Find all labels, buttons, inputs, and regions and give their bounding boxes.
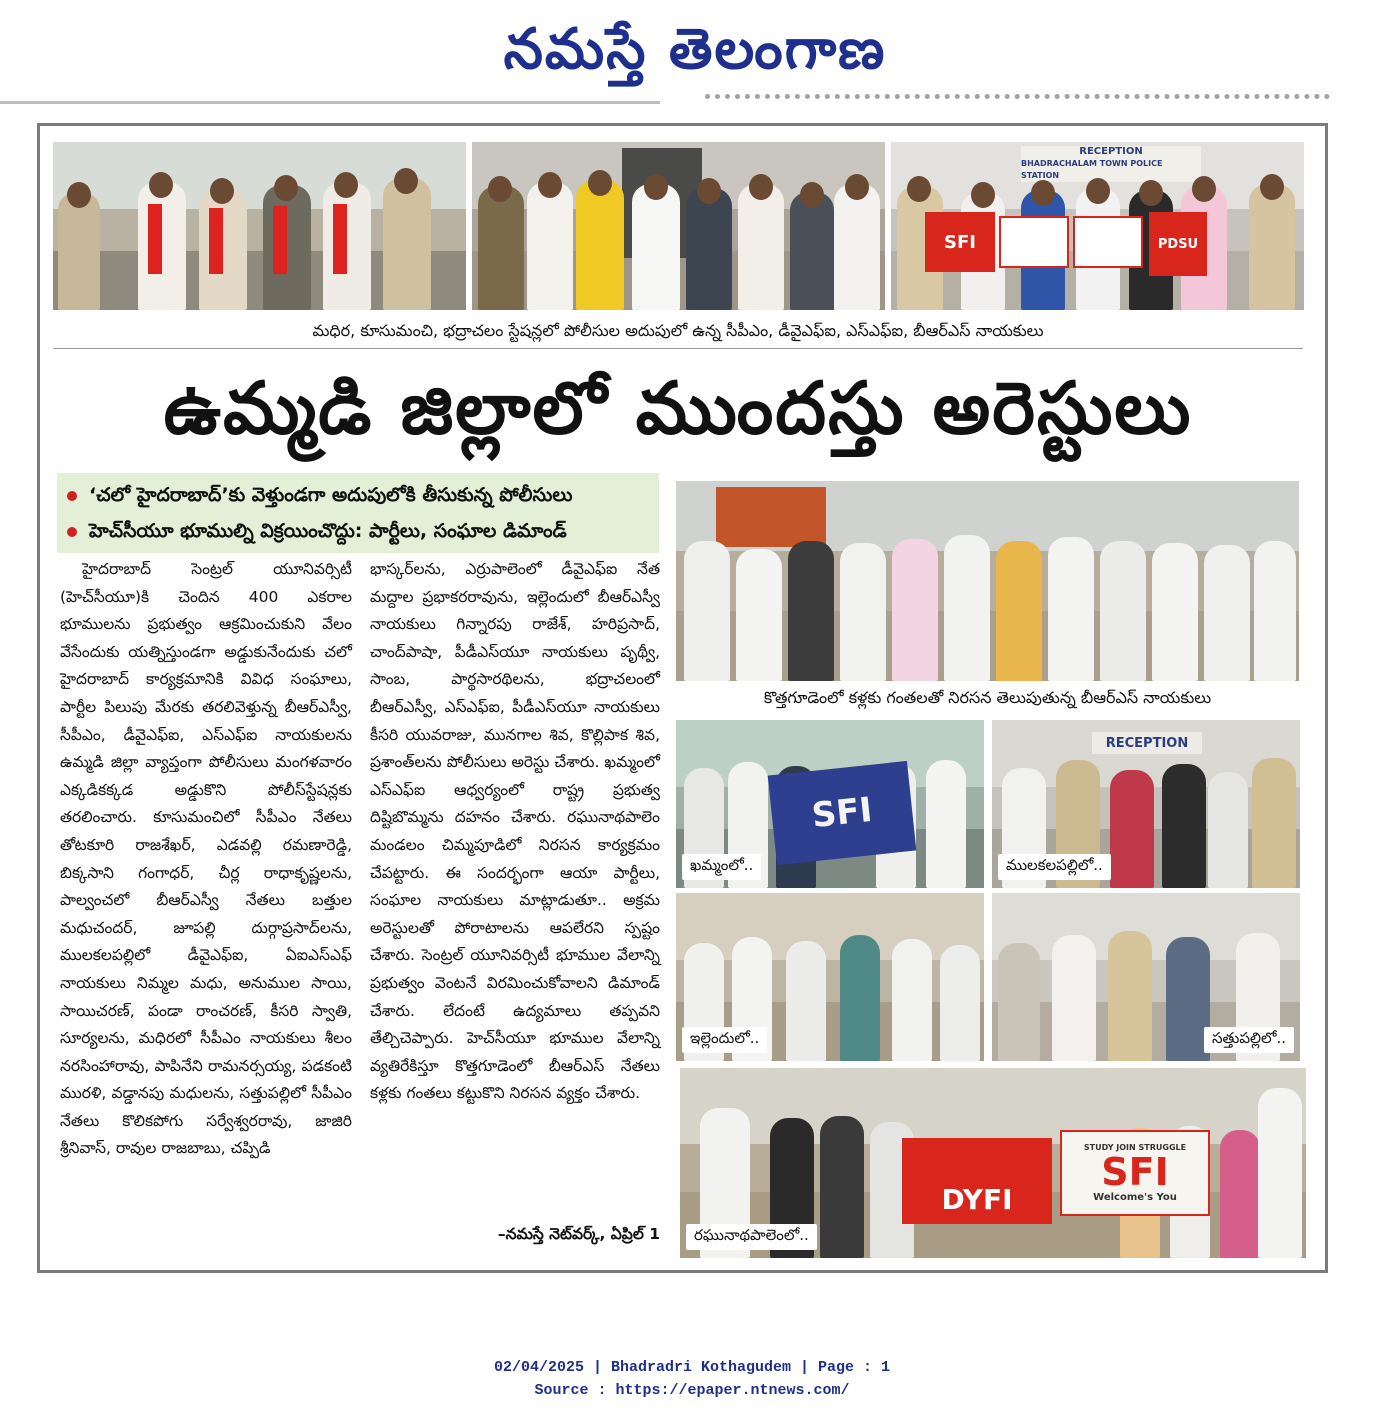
mulakalapalli-sign (1092, 732, 1202, 754)
sign-station-text: BHADRACHALAM TOWN POLICE STATION (1021, 159, 1163, 180)
khammam-caption: ఖమ్మంలో.. (682, 854, 761, 880)
bullet-box (57, 473, 659, 553)
dateline: –నమస్తే నెట్‌వర్క్, ఏప్రిల్ 1 (497, 1225, 660, 1243)
bullet-dot-icon (67, 491, 77, 501)
khammam-banner-text: SFI (809, 789, 875, 837)
sign-reception-text: RECEPTION (1079, 146, 1143, 157)
mulakalapalli-caption: ములకలపల్లిలో.. (998, 854, 1111, 880)
sfi-banner (1060, 1130, 1210, 1216)
sfi-banner-text: SFI (1101, 1150, 1169, 1194)
khammam-banner (768, 761, 917, 865)
yellandu-caption: ఇల్లెందులో.. (682, 1027, 767, 1053)
bullet-text: ‘చలో హైదరాబాద్’కు వెళ్తుండగా అదుపులోకి తీసుకున్న పోలీసులు (89, 484, 573, 506)
article-body-text: భాస్కర్‌లను, ఎర్రుపాలెంలో డీవైఎఫ్ఐ నేత మద్దాల ప్రభాకరరావును, ఇల్లెందులో బీఆర్ఎస్వీ నాయకులు గిన్నారపు రాజేశ్, హరిప్రసాద్, చాంద్‌పాషా, పీడీఎస్‌యూ నాయకులు పృథ్వీ, సాంబ, పార్థసారథిలను, భద్రాచలంలో బీఆర్ఎస్వీ, ఎస్ఎఫ్ఐ, పీడీఎస్‌యూ నాయకులు కీసరి యువరాజు, మునగాల శివ, కొల్లిపాక శివ, ప్రశాంత్‌లను పోలీసులు అరెస్టు చేశారు. ఖమ్మంలో ఎస్ఎఫ్ఐ ఆధ్వర్యంలో రాష్ట్ర ప్రభుత్వ దిష్టిబొమ్మను దహనం చేశారు. రఘునాథపాలెం మండలం చిమ్మపూడిలో నిరసన కార్యక్రమం చేపట్టారు. ఈ సందర్భంగా ఆయా పార్టీలు, సంఘాల నాయకులు మాట్లాడుతూ.. అక్రమ అరెస్టులతో పోరాటాలను ఆపలేరని స్పష్టం చేశారు. సెంట్రల్ యూనివర్సిటీ భూముల వేలాన్ని ప్రభుత్వం వెంటనే విరమించుకోవాలని డిమాండ్ చేశారు. లేదంటే ఉద్యమాలు తప్పవని తేల్చిచెప్పారు. హెచ్‌సీయూ భూముల వేలాన్ని వ్యతిరేకిస్తూ కొత్తగూడెంలో బీఆర్ఎస్ నేతలు కళ్లకు గంతలు కట్టుకొని నిరసన వ్యక్తం చేశారు. (370, 560, 660, 1103)
bullet-text: హెచ్‌సీయూ భూముల్ని విక్రయించొద్దు: పార్టీలు, సంఘాల డిమాండ్ (89, 520, 567, 542)
bullet-dot-icon (67, 527, 77, 537)
raghunathapalem-caption: రఘునాథపాలెంలో.. (686, 1224, 817, 1250)
footer-date-line: 02/04/2025 | Bhadradri Kothagudem | Page : 1 (493, 1359, 891, 1376)
photo-yellandu (676, 893, 984, 1061)
mulakalapalli-sign-text: RECEPTION (1105, 735, 1189, 751)
dyfi-banner-text: DYFI (941, 1183, 1013, 1216)
footer-source-line: Source : https://epaper.ntnews.com/ (534, 1382, 850, 1399)
kothagudem-caption: కొత్తగూడెంలో కళ్లకు గంతలతో నిరసన తెలుపుతున్న బీఆర్ఎస్ నాయకులు (763, 688, 1212, 707)
sfi-banner-top-text: STUDY JOIN STRUGGLE (1083, 1143, 1187, 1152)
photo-bhadrachalam (891, 142, 1304, 310)
article-column-1 (60, 556, 352, 1246)
headline: ఉమ్మడి జిల్లాలో ముందస్తు అరెస్టులు (163, 366, 1193, 450)
photo-kusumanchi (472, 142, 885, 310)
top-photos-caption: మధిర, కూసుమంచి, భద్రాచలం స్టేషన్లలో పోలీసుల అదుపులో ఉన్న సీపీఎం, డీవైఎఫ్ఐ, ఎస్ఎఫ్ఐ, బీఆర్ఎస్ నాయకులు (312, 321, 1044, 340)
divider (53, 348, 1303, 349)
masthead (0, 0, 1384, 100)
placard-pdsu-text: PDSU (1157, 236, 1199, 252)
photo-mulakalapalli (992, 720, 1300, 888)
masthead-dotted-line (705, 94, 1330, 104)
photo-madhira (53, 142, 466, 310)
sfi-banner-sub-text: Welcome's You (1093, 1192, 1177, 1203)
placard-sfi (925, 212, 995, 272)
station-sign (1021, 146, 1201, 182)
bullet-item (67, 513, 567, 549)
placard-sfi-text: SFI (944, 231, 976, 253)
dyfi-banner (902, 1138, 1052, 1224)
bullet-item (67, 477, 572, 513)
newspaper-logo: నమస్తే తెలంగాణ (503, 16, 887, 82)
masthead-rule (0, 101, 660, 104)
photo-kothagudem (676, 481, 1299, 681)
article-body-text: హైదరాబాద్ సెంట్రల్ యూనివర్సిటీ (హెచ్‌సీయూ)కి చెందిన 400 ఎకరాల భూములను ప్రభుత్వం ఆక్రమించుకుని వేలం వేసేందుకు యత్నిస్తుండగా అడ్డుకునేందుకు చలో హైదరాబాద్ కార్యక్రమానికి వివిధ సంఘాలు, పార్టీల పిలుపు మేరకు తరలివెళ్తున్న బీఆర్ఎస్వీ, సీపీఎం, డీవైఎఫ్ఐ, ఎస్ఎఫ్ఐ నాయకులను ఉమ్మడి జిల్లా వ్యాప్తంగా పోలీసులు మంగళవారం ఎక్కడికక్కడ అడ్డుకొని పోలీస్‌స్టేషన్లకు తరలించారు. కూసుమంచిలో సీపీఎం నేతలు తోటకూరి రాజశేఖర్, ఎడవల్లి రమణారెడ్డి, బిక్కసాని గంగాధర్, చీర్ల రాధాకృష్ణలను, పాల్వంచలో బీఆర్ఎస్వీ నేతలు బత్తుల మధుచందర్, జూపల్లి దుర్గాప్రసాద్‌లను, ములకలపల్లిలో డీవైఎఫ్ఐ, ఏఐఎస్ఎఫ్ నాయకులు నిమ్మల మధు, అనుముల సాయి, సాయిచరణ్, పండా రాంచరణ్, కీసరి స్వాతి, సూర్యలను, మధిరలో సీపీఎం నాయకులు శీలం నరసింహారావు, పాపినేని రామనర్సయ్య, పడకంటి మురళి, వడ్డానపు మధులను, సత్తుపల్లిలో సీపీఎం నేతలు కొలికపోగు సర్వేశ్వరరావు, జాజిరి శ్రీనివాస్, రావుల రాజబాబు, చప్పిడి (60, 560, 352, 1158)
photo-sathupalli (992, 893, 1300, 1061)
article-column-2 (370, 556, 660, 1216)
placard-pdsu (1149, 212, 1207, 276)
photo-khammam (676, 720, 984, 888)
photo-raghunathapalem (680, 1068, 1306, 1258)
sathupalli-caption: సత్తుపల్లిలో.. (1204, 1027, 1294, 1053)
